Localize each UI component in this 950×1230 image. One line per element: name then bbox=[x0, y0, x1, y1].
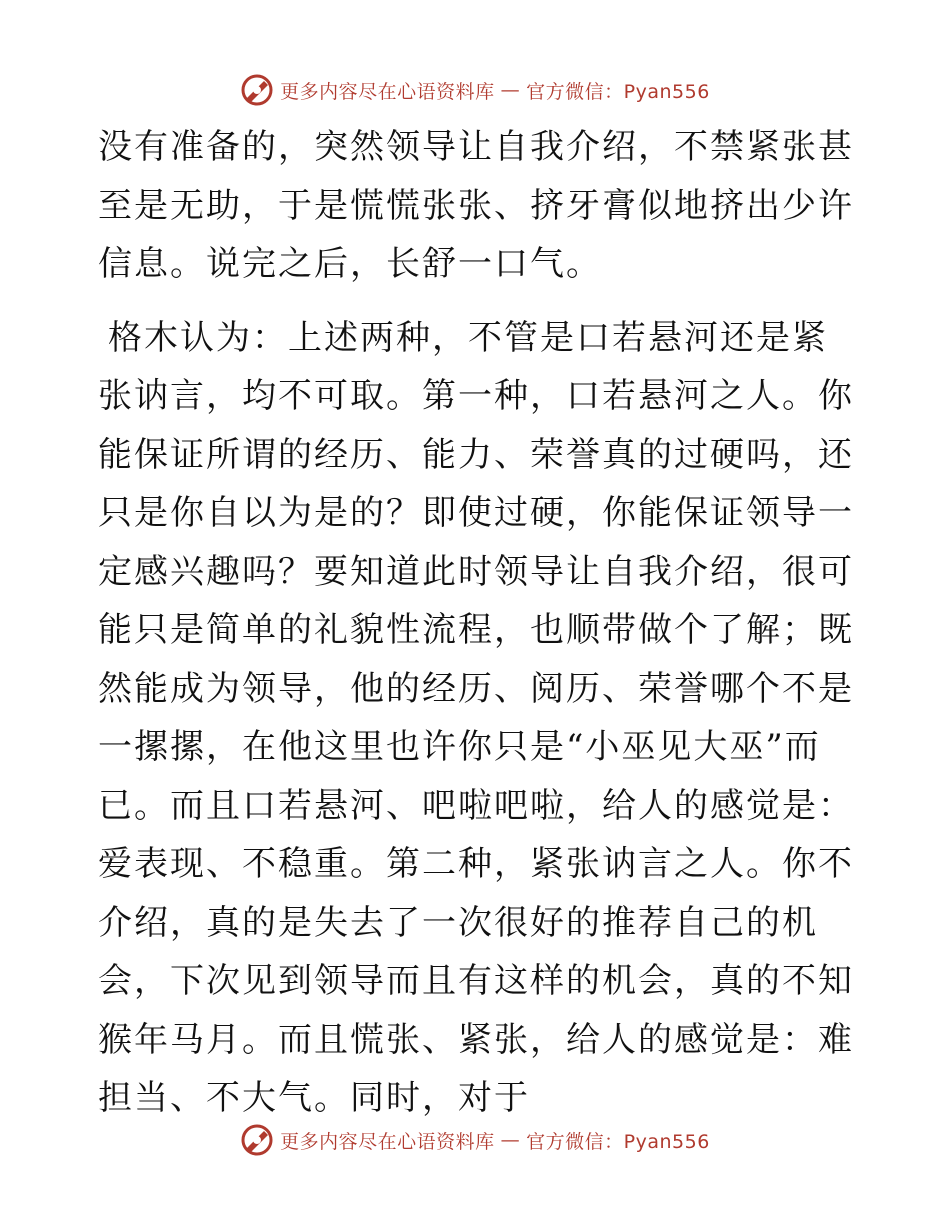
document-body bbox=[98, 118, 858, 1128]
footer-promo-text: 更多内容尽在心语资料库 bbox=[280, 1130, 495, 1153]
header-banner bbox=[0, 70, 950, 110]
pen-circle-logo-icon bbox=[240, 1123, 274, 1157]
pen-circle-logo-icon bbox=[240, 73, 274, 107]
paragraph-2: 格木认为：上述两种，不管是口若悬河还是紧张讷言，均不可取。第一种，口若悬河之人。你能保证所谓的经历、能力、荣誉真的过硬吗，还只是你自以为是的？即使过硬，你能保证领导一定感兴趣吗？要知道此时领导让自我介绍，很可能只是简单的礼貌性流程，也顺带做个了解；既然能成为领导，他的经历、阅历、荣誉哪个不是一摞摞，在他这里也许你只是“小巫见大巫”而已。而且口若悬河、吧啦吧啦，给人的感觉是：爱表现、不稳重。第二种，紧张讷言之人。你不介绍，真的是失去了一次很好的推荐自己的机会，下次见到领导而且有这样的机会，真的不知猴年马月。而且慌张、紧张，给人的感觉是：难担当、不大气。同时，对于 bbox=[98, 317, 854, 1118]
footer-wechat-text: 官方微信：Pyan556 bbox=[526, 1130, 710, 1153]
header-separator: — bbox=[500, 79, 521, 101]
header-wechat-text: 官方微信：Pyan556 bbox=[526, 80, 710, 103]
paragraph-1: 没有准备的，突然领导让自我介绍，不禁紧张甚至是无助，于是慌慌张张、挤牙膏似地挤出少许信息。说完之后，长舒一口气。 bbox=[98, 127, 854, 284]
footer-banner bbox=[0, 1120, 950, 1160]
footer-separator: — bbox=[500, 1129, 521, 1151]
header-promo-text: 更多内容尽在心语资料库 bbox=[280, 80, 495, 103]
